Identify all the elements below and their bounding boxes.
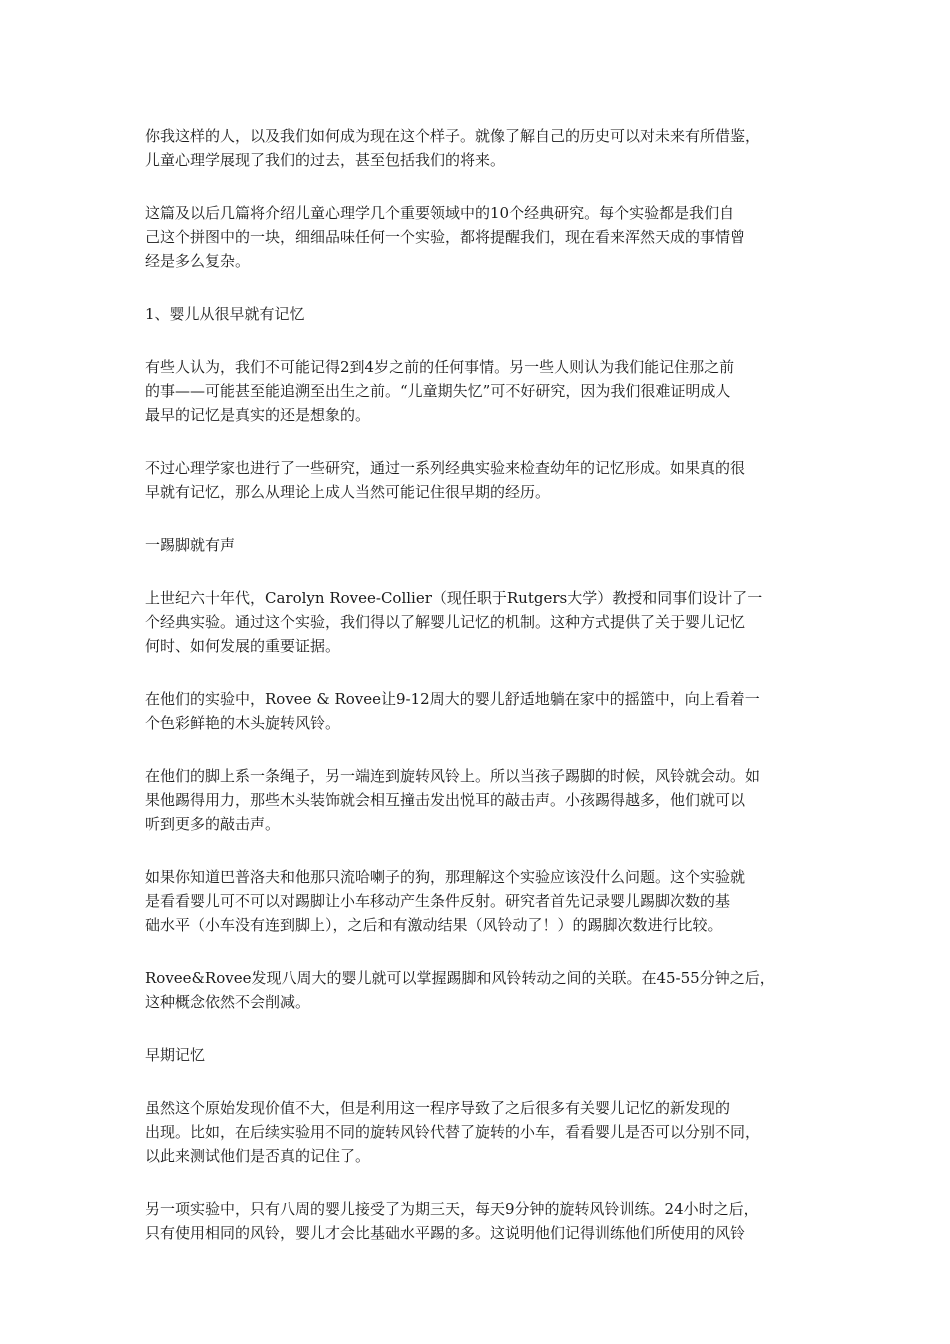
paragraph: 上世纪六十年代，Carolyn Rovee-Collier（现任职于Rutgers大学）教授和同事们设计了一 个经典实验。通过这个实验，我们得以了解婴儿记忆的机制。这种方式提供了关于婴儿记忆 何时、如何发展的重要证据。	[145, 589, 763, 655]
section-heading: 早期记忆	[145, 1046, 206, 1064]
paragraph: 如果你知道巴普洛夫和他那只流哈喇子的狗，那理解这个实验应该没什么问题。这个实验就 是看看婴儿可不可以对踢脚让小车移动产生条件反射。研究者首先记录婴儿踢脚次数的基 础水平（小车没有连到脚上），之后和有激动结果（风铃动了！）的踢脚次数进行比较。	[145, 868, 746, 934]
paragraph: 在他们的脚上系一条绳子，另一端连到旋转风铃上。所以当孩子踢脚的时候，风铃就会动。如 果他踢得用力，那些木头装饰就会相互撞击发出悦耳的敲击声。小孩踢得越多，他们就可以 听到更多的敲击声。	[145, 767, 761, 833]
paragraph: 这篇及以后几篇将介绍儿童心理学几个重要领域中的10个经典研究。每个实验都是我们自 己这个拼图中的一块，细细品味任何一个实验，都将提醒我们，现在看来浑然天成的事情曾 经是多么复杂。	[145, 204, 746, 270]
section-heading: 1、婴儿从很早就有记忆	[145, 305, 305, 323]
paragraph: 另一项实验中，只有八周的婴儿接受了为期三天，每天9分钟的旋转风铃训练。24小时之后， 只有使用相同的风铃，婴儿才会比基础水平踢的多。这说明他们记得训练他们所使用的风铃	[145, 1200, 759, 1242]
paragraph: 在他们的实验中，Rovee & Rovee让9-12周大的婴儿舒适地躺在家中的摇篮中，向上看着一 个色彩鲜艳的木头旋转风铃。	[145, 690, 760, 732]
document-body	[145, 124, 809, 1274]
paragraph: 不过心理学家也进行了一些研究，通过一系列经典实验来检查幼年的记忆形成。如果真的很 早就有记忆，那么从理论上成人当然可能记住很早期的经历。	[145, 459, 746, 501]
paragraph: 虽然这个原始发现价值不大，但是利用这一程序导致了之后很多有关婴儿记忆的新发现的 出现。比如，在后续实验用不同的旋转风铃代替了旋转的小车，看看婴儿是否可以分别不同， 以此来测试他们是否真的记住了。	[145, 1099, 761, 1165]
paragraph: 你我这样的人，以及我们如何成为现在这个样子。就像了解自己的历史可以对未来有所借鉴， 儿童心理学展现了我们的过去，甚至包括我们的将来。	[145, 127, 761, 169]
paragraph: Rovee&Rovee发现八周大的婴儿就可以掌握踢脚和风铃转动之间的关联。在45-55分钟之后， 这种概念依然不会削减。	[145, 969, 775, 1011]
paragraph: 有些人认为，我们不可能记得2到4岁之前的任何事情。另一些人则认为我们能记住那之前 的事——可能甚至能追溯至出生之前。“儿童期失忆”可不好研究，因为我们很难证明成人 最早的记忆是真实的还是想象的。	[145, 358, 735, 424]
section-heading: 一踢脚就有声	[145, 536, 236, 554]
